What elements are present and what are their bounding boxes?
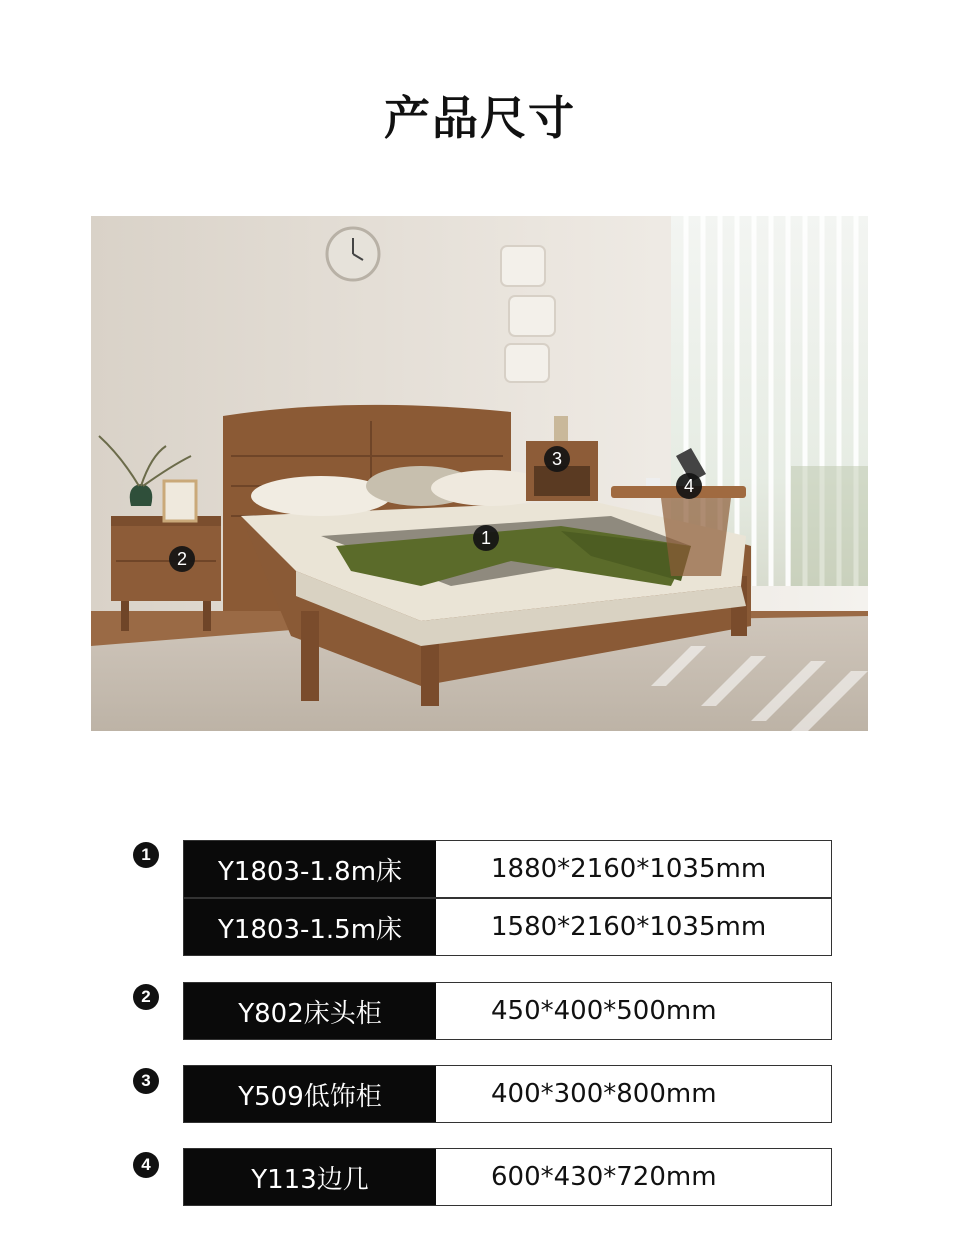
- photo-marker-3: 3: [544, 446, 570, 472]
- group-number-1: 1: [133, 842, 159, 868]
- product-model: Y802床头柜: [184, 983, 436, 1039]
- bedroom-illustration: [91, 216, 868, 731]
- photo-marker-1: 1: [473, 525, 499, 551]
- product-model: Y1803-1.5m床: [184, 899, 436, 955]
- spec-row: [183, 982, 832, 1040]
- spec-row: [183, 1148, 832, 1206]
- group-number-3: 3: [133, 1068, 159, 1094]
- group-number-2: 2: [133, 984, 159, 1010]
- product-model: Y113边几: [184, 1149, 436, 1205]
- spec-row: [183, 898, 832, 956]
- product-model: Y1803-1.8m床: [184, 841, 436, 897]
- spec-row: [183, 840, 832, 898]
- product-room-photo: [91, 216, 868, 731]
- photo-marker-4: 4: [676, 473, 702, 499]
- product-dimensions: 1580*2160*1035mm: [436, 899, 831, 955]
- group-number-4: 4: [133, 1152, 159, 1178]
- product-dimensions: 1880*2160*1035mm: [436, 841, 831, 897]
- product-dimensions: 400*300*800mm: [436, 1066, 831, 1122]
- product-dimensions: 450*400*500mm: [436, 983, 831, 1039]
- product-model: Y509低饰柜: [184, 1066, 436, 1122]
- photo-marker-2: 2: [169, 546, 195, 572]
- page-title: 产品尺寸: [384, 91, 576, 145]
- product-dimensions: 600*430*720mm: [436, 1149, 831, 1205]
- spec-row: [183, 1065, 832, 1123]
